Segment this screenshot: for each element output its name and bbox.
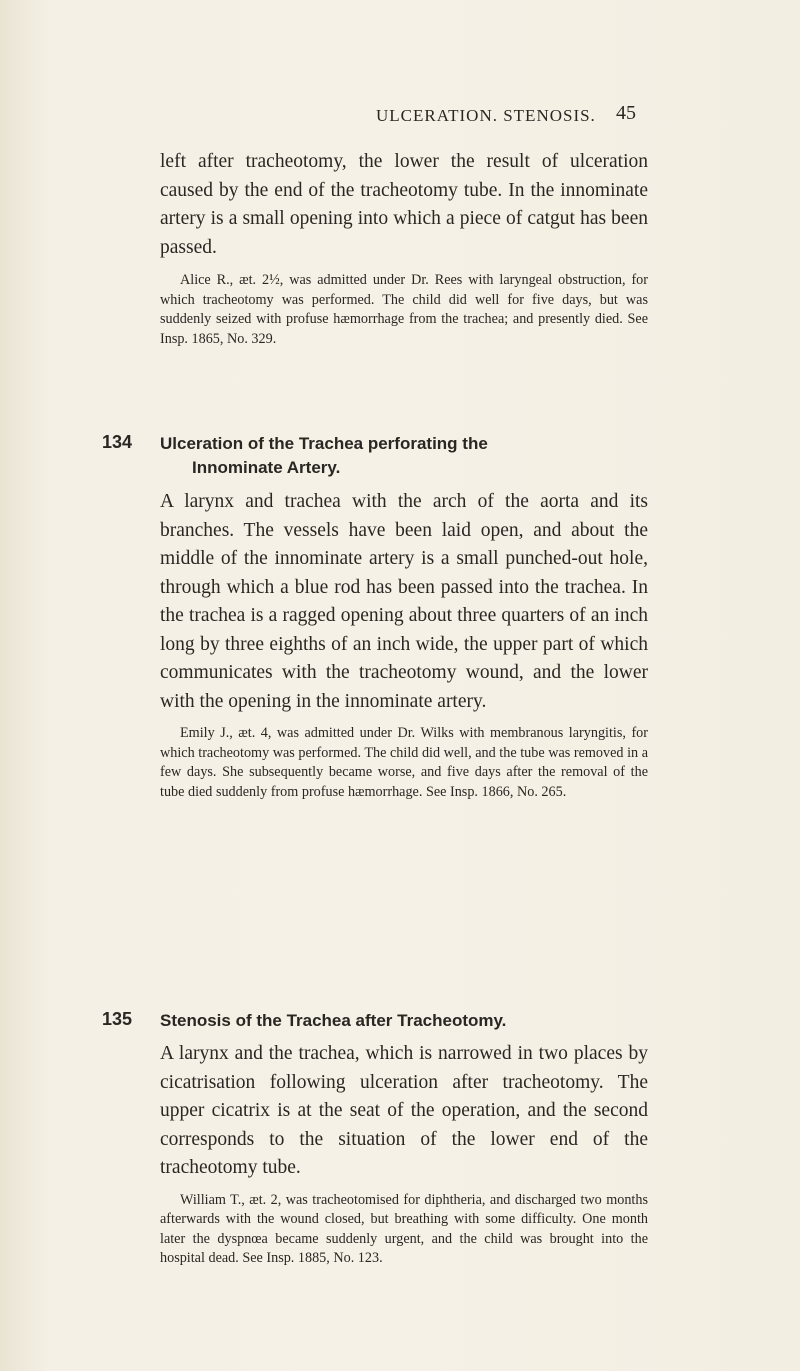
specimen-title-line: Innominate Artery. — [192, 458, 341, 477]
specimen-number-134: 134 — [102, 432, 133, 452]
specimen-case-note: Emily J., æt. 4, was admitted under Dr. Wilks with membranous laryngitis, for which tracheotomy was performed. The child did well, and the tube was removed in a few days. She subsequently became worse, and five days after the removal of the tube died suddenly from profuse hæmorrhage. See Insp. 1866, No. 265. — [160, 725, 648, 800]
page-header — [0, 102, 800, 136]
specimen-134-block — [160, 488, 648, 802]
continuation-case-note: Alice R., æt. 2½, was admitted under Dr. Rees with laryngeal obstruction, for which tracheotomy was performed. The child did well for five days, but was suddenly seized with profuse hæmorrhage from the trachea; and presently died. See Insp. 1865, No. 329. — [160, 272, 648, 347]
specimen-description: A larynx and the trachea, which is narrowed in two places by cicatrisation following ulceration after tracheotomy. The upper cicatrix is at the seat of the operation, and the second corresponds to the situation of the lower end of the tracheotomy tube. — [160, 1043, 648, 1178]
page-number: 45 — [616, 102, 636, 124]
specimen-title-line: Ulceration of the Trachea perforating the — [160, 434, 488, 453]
running-head: ULCERATION. STENOSIS. — [376, 106, 596, 125]
specimen-title-line: Stenosis of the Trachea after Tracheotomy. — [160, 1011, 507, 1030]
specimen-number-135: 135 — [102, 1009, 133, 1029]
continuation-paragraph: left after tracheotomy, the lower the result of ulceration caused by the end of the tracheotomy tube. In the innominate artery is a small opening into which a piece of catgut has been passed. — [160, 151, 648, 258]
specimen-case-note: William T., æt. 2, was tracheotomised for diphtheria, and discharged two months afterwards with the wound closed, but breathing with some difficulty. One month later the dyspnœa became suddenly urgent, and the child was brought into the hospital dead. See Insp. 1885, No. 123. — [160, 1191, 648, 1266]
continuation-block — [160, 148, 648, 349]
specimen-title-135 — [160, 1009, 650, 1033]
specimen-description: A larynx and trachea with the arch of the aorta and its branches. The vessels have been laid open, and about the middle of the innominate artery is a small punched-out hole, through which a blue rod has been passed into the trachea. In the trachea is a ragged opening about three quarters of an inch long by three eighths of an inch wide, the upper part of which communicates with the tracheotomy wound, and the lower with the opening in the innominate artery. — [160, 491, 648, 712]
specimen-135-block — [160, 1040, 648, 1269]
specimen-title-134 — [160, 432, 650, 480]
